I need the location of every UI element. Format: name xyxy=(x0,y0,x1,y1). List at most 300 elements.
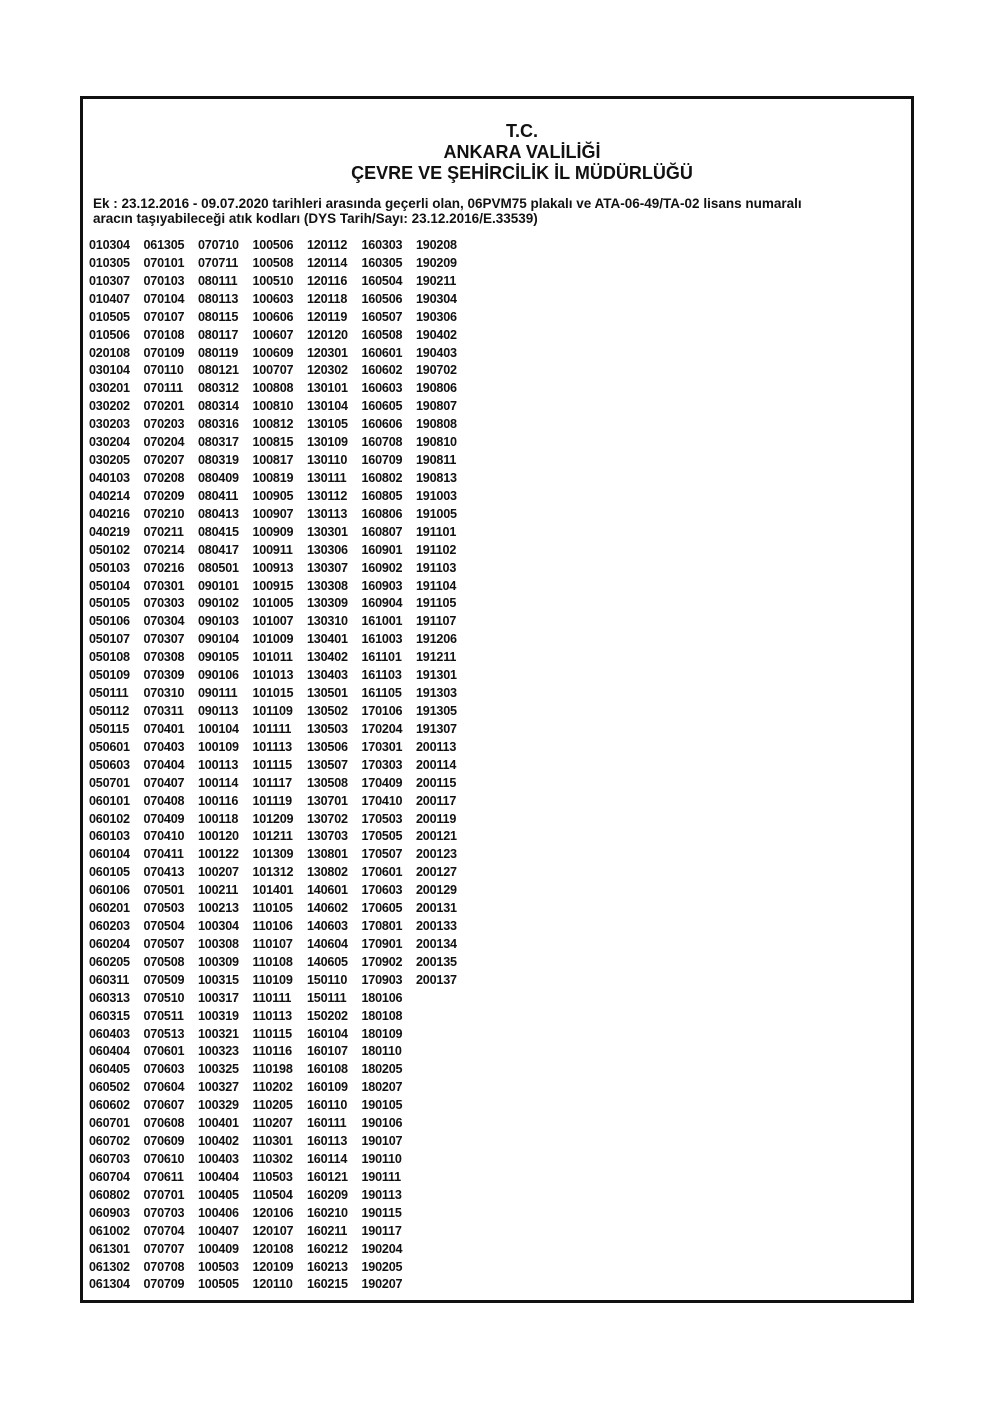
waste-code: 070203 xyxy=(143,417,185,432)
waste-code: 070104 xyxy=(143,291,185,306)
waste-code: 070407 xyxy=(143,775,185,790)
waste-code: 100913 xyxy=(252,560,294,575)
waste-code: 140605 xyxy=(307,954,348,969)
waste-code: 061305 xyxy=(143,238,185,252)
waste-code: 080113 xyxy=(198,291,239,306)
waste-code: 190207 xyxy=(361,1277,403,1292)
waste-code: 080316 xyxy=(198,417,239,432)
waste-code: 100503 xyxy=(198,1259,239,1274)
waste-code: 101211 xyxy=(252,829,293,844)
waste-code: 191105 xyxy=(416,596,457,611)
waste-code: 200121 xyxy=(416,829,457,844)
waste-code: 070507 xyxy=(143,936,185,951)
waste-code: 130306 xyxy=(307,542,348,557)
waste-code: 030204 xyxy=(89,435,130,450)
waste-code: 130502 xyxy=(307,703,348,718)
waste-code: 100909 xyxy=(252,524,294,539)
waste-code: 110108 xyxy=(252,954,293,969)
waste-code: 200134 xyxy=(416,936,457,951)
waste-code: 061302 xyxy=(89,1259,130,1274)
waste-code: 101005 xyxy=(252,596,294,611)
waste-code: 160303 xyxy=(361,238,403,252)
waste-code: 190806 xyxy=(416,381,457,396)
waste-code: 070511 xyxy=(143,1008,184,1023)
waste-code: 100409 xyxy=(198,1241,239,1256)
waste-code: 070308 xyxy=(143,650,185,665)
waste-code: 120112 xyxy=(307,238,348,252)
waste-code: 190111 xyxy=(361,1169,401,1184)
waste-code: 130801 xyxy=(307,847,348,862)
waste-code: 050103 xyxy=(89,560,130,575)
waste-code: 180110 xyxy=(361,1044,402,1059)
waste-code: 110302 xyxy=(252,1152,293,1167)
waste-code: 161001 xyxy=(361,614,403,629)
waste-code: 130310 xyxy=(307,614,348,629)
waste-code: 090103 xyxy=(198,614,239,629)
waste-code: 100308 xyxy=(198,936,239,951)
waste-code: 100810 xyxy=(252,399,294,414)
waste-code: 170303 xyxy=(361,757,403,772)
waste-code: 010407 xyxy=(89,291,130,306)
waste-code: 190204 xyxy=(361,1241,403,1256)
waste-code: 191101 xyxy=(416,524,457,539)
waste-code: 060102 xyxy=(89,811,130,826)
waste-code: 101015 xyxy=(252,686,294,701)
waste-code: 050112 xyxy=(89,703,130,718)
waste-code: 160805 xyxy=(361,488,403,503)
waste-code: 100407 xyxy=(198,1223,239,1238)
waste-code: 160605 xyxy=(361,399,403,414)
waste-code: 100508 xyxy=(252,255,294,270)
waste-code: 101013 xyxy=(252,668,294,683)
waste-code: 100321 xyxy=(198,1026,239,1041)
waste-code: 070709 xyxy=(143,1277,185,1292)
waste-code: 100808 xyxy=(252,381,294,396)
waste-code: 160506 xyxy=(361,291,403,306)
waste-code: 100329 xyxy=(198,1098,239,1113)
waste-code: 110113 xyxy=(252,1008,292,1023)
waste-code: 160212 xyxy=(307,1241,348,1256)
waste-code: 030205 xyxy=(89,453,130,468)
waste-code: 170903 xyxy=(361,972,403,987)
waste-code: 070611 xyxy=(143,1169,184,1184)
waste-code: 160209 xyxy=(307,1187,348,1202)
waste-code: 070710 xyxy=(198,238,239,252)
waste-code: 191211 xyxy=(416,650,457,665)
waste-code: 190205 xyxy=(361,1259,403,1274)
waste-code: 100606 xyxy=(252,309,294,324)
waste-code: 101115 xyxy=(252,757,292,772)
waste-code: 130308 xyxy=(307,578,348,593)
waste-code: 060802 xyxy=(89,1187,130,1202)
waste-code: 070703 xyxy=(143,1205,185,1220)
waste-code: 100401 xyxy=(198,1116,239,1131)
waste-code: 110207 xyxy=(252,1116,293,1131)
waste-code: 030201 xyxy=(89,381,130,396)
waste-code: 100819 xyxy=(252,470,294,485)
waste-code: 060205 xyxy=(89,954,130,969)
waste-code: 160114 xyxy=(307,1152,348,1167)
waste-code: 070108 xyxy=(143,327,185,342)
waste-code: 100122 xyxy=(198,847,239,862)
waste-code: 200127 xyxy=(416,865,457,880)
waste-code: 160110 xyxy=(307,1098,348,1113)
waste-code: 070707 xyxy=(143,1241,185,1256)
waste-code: 100607 xyxy=(252,327,294,342)
waste-code: 130307 xyxy=(307,560,348,575)
waste-code: 070110 xyxy=(143,363,184,378)
waste-code: 070214 xyxy=(143,542,185,557)
waste-code: 070310 xyxy=(143,686,185,701)
waste-code: 150111 xyxy=(307,990,347,1005)
waste-code: 110106 xyxy=(252,919,293,934)
waste-code: 070708 xyxy=(143,1259,185,1274)
waste-code: 130309 xyxy=(307,596,348,611)
waste-code: 010506 xyxy=(89,327,130,342)
waste-code: 130503 xyxy=(307,721,348,736)
waste-code: 101113 xyxy=(252,739,292,754)
waste-code: 190403 xyxy=(416,345,457,360)
waste-code: 070510 xyxy=(143,990,185,1005)
waste-code: 100118 xyxy=(198,811,239,826)
waste-code: 160507 xyxy=(361,309,403,324)
waste-code: 100609 xyxy=(252,345,294,360)
waste-code: 120119 xyxy=(307,309,348,324)
waste-code: 070111 xyxy=(143,381,183,396)
waste-code: 100114 xyxy=(198,775,239,790)
waste-code: 190702 xyxy=(416,363,457,378)
waste-code: 180106 xyxy=(361,990,403,1005)
waste-code: 100603 xyxy=(252,291,294,306)
waste-code: 030202 xyxy=(89,399,130,414)
waste-code: 160107 xyxy=(307,1044,348,1059)
waste-code: 160113 xyxy=(307,1134,348,1149)
waste-code: 090106 xyxy=(198,668,239,683)
waste-code: 070408 xyxy=(143,793,185,808)
waste-code: 161103 xyxy=(361,668,402,683)
waste-code: 190810 xyxy=(416,435,457,450)
waste-code: 170409 xyxy=(361,775,403,790)
waste-code: 200115 xyxy=(416,775,457,790)
waste-code: 191307 xyxy=(416,721,457,736)
waste-code: 070604 xyxy=(143,1080,185,1095)
waste-code: 160215 xyxy=(307,1277,348,1292)
waste-code: 101209 xyxy=(252,811,294,826)
waste-code: 100207 xyxy=(198,865,239,880)
waste-code: 130402 xyxy=(307,650,348,665)
waste-code: 070609 xyxy=(143,1134,185,1149)
waste-code: 060204 xyxy=(89,936,130,951)
waste-code: 150202 xyxy=(307,1008,348,1023)
waste-code: 170301 xyxy=(361,739,403,754)
waste-code: 160601 xyxy=(361,345,403,360)
waste-code: 170902 xyxy=(361,954,403,969)
waste-code: 070107 xyxy=(143,309,185,324)
waste-code: 080409 xyxy=(198,470,239,485)
waste-code: 160213 xyxy=(307,1259,348,1274)
waste-code: 060702 xyxy=(89,1134,130,1149)
waste-code: 160903 xyxy=(361,578,403,593)
waste-code: 100510 xyxy=(252,273,294,288)
waste-code: 061002 xyxy=(89,1223,130,1238)
waste-code: 200131 xyxy=(416,901,457,916)
waste-code: 100817 xyxy=(252,453,294,468)
waste-code: 080121 xyxy=(198,363,239,378)
waste-code: 060311 xyxy=(89,972,130,987)
waste-code: 060106 xyxy=(89,883,130,898)
waste-code: 070404 xyxy=(143,757,185,772)
waste-code: 180108 xyxy=(361,1008,403,1023)
waste-code: 100323 xyxy=(198,1044,239,1059)
waste-code: 160806 xyxy=(361,506,403,521)
waste-code: 170507 xyxy=(361,847,403,862)
waste-code: 191103 xyxy=(416,560,457,575)
waste-code: 070101 xyxy=(143,255,185,270)
waste-code: 060313 xyxy=(89,990,130,1005)
waste-code: 110202 xyxy=(252,1080,293,1095)
waste-code: 050108 xyxy=(89,650,130,665)
waste-code: 160504 xyxy=(361,273,403,288)
waste-code: 130703 xyxy=(307,829,348,844)
waste-code: 070401 xyxy=(143,721,185,736)
waste-code: 070601 xyxy=(143,1044,185,1059)
waste-code: 100120 xyxy=(198,829,239,844)
waste-code: 070204 xyxy=(143,435,185,450)
waste-code: 050701 xyxy=(89,775,130,790)
waste-code: 170801 xyxy=(361,919,403,934)
waste-code: 050104 xyxy=(89,578,130,593)
waste-code: 110205 xyxy=(252,1098,293,1113)
waste-code: 101109 xyxy=(252,703,293,718)
waste-code: 130403 xyxy=(307,668,348,683)
waste-code: 100325 xyxy=(198,1062,239,1077)
waste-code: 070410 xyxy=(143,829,185,844)
waste-code: 190208 xyxy=(416,238,457,252)
waste-code: 160904 xyxy=(361,596,403,611)
waste-code: 190813 xyxy=(416,470,457,485)
waste-code: 130802 xyxy=(307,865,348,880)
waste-code: 060105 xyxy=(89,865,130,880)
waste-code: 060315 xyxy=(89,1008,130,1023)
waste-code: 070216 xyxy=(143,560,185,575)
waste-code: 080312 xyxy=(198,381,239,396)
waste-code: 070201 xyxy=(143,399,185,414)
waste-code: 070509 xyxy=(143,972,185,987)
waste-code: 080415 xyxy=(198,524,239,539)
waste-code: 050109 xyxy=(89,668,130,683)
waste-code: 130507 xyxy=(307,757,348,772)
waste-code: 030203 xyxy=(89,417,130,432)
waste-code: 101401 xyxy=(252,883,294,898)
waste-code: 100506 xyxy=(252,238,294,252)
waste-code: 100403 xyxy=(198,1152,239,1167)
waste-code: 120109 xyxy=(252,1259,294,1274)
waste-code: 170503 xyxy=(361,811,403,826)
waste-code: 160807 xyxy=(361,524,403,539)
waste-code: 100405 xyxy=(198,1187,239,1202)
waste-code: 060405 xyxy=(89,1062,130,1077)
waste-code: 070504 xyxy=(143,919,185,934)
waste-code: 070208 xyxy=(143,470,185,485)
waste-code: 101111 xyxy=(252,721,292,736)
waste-code: 070503 xyxy=(143,901,185,916)
waste-code: 160211 xyxy=(307,1223,348,1238)
waste-code: 110198 xyxy=(252,1062,293,1077)
waste-code: 110105 xyxy=(252,901,293,916)
waste-code: 090102 xyxy=(198,596,239,611)
waste-code: 120107 xyxy=(252,1223,294,1238)
waste-code: 190306 xyxy=(416,309,457,324)
waste-code: 200117 xyxy=(416,793,457,808)
waste-code: 120106 xyxy=(252,1205,294,1220)
waste-code: 080119 xyxy=(198,345,239,360)
waste-code: 101009 xyxy=(252,632,294,647)
waste-code: 080413 xyxy=(198,506,239,521)
waste-code: 140604 xyxy=(307,936,348,951)
waste-code: 070413 xyxy=(143,865,185,880)
waste-code: 191301 xyxy=(416,668,457,683)
waste-code: 040219 xyxy=(89,524,130,539)
waste-code: 110111 xyxy=(252,990,292,1005)
waste-code: 080501 xyxy=(198,560,239,575)
waste-code: 070210 xyxy=(143,506,185,521)
waste-code: 101007 xyxy=(252,614,294,629)
waste-code: 070103 xyxy=(143,273,185,288)
waste-code: 100116 xyxy=(198,793,239,808)
waste-code: 070608 xyxy=(143,1116,185,1131)
waste-code: 101312 xyxy=(252,865,294,880)
waste-code: 100315 xyxy=(198,972,239,987)
waste-code: 110301 xyxy=(252,1134,293,1149)
waste-code: 190402 xyxy=(416,327,457,342)
waste-code: 120301 xyxy=(307,345,348,360)
waste-code: 191305 xyxy=(416,703,457,718)
waste-code: 200133 xyxy=(416,919,457,934)
waste-code: 200114 xyxy=(416,757,457,772)
waste-code: 060602 xyxy=(89,1098,130,1113)
waste-code: 110109 xyxy=(252,972,293,987)
waste-code: 130112 xyxy=(307,488,348,503)
waste-code: 050105 xyxy=(89,596,130,611)
waste-code: 070610 xyxy=(143,1152,185,1167)
waste-code: 070309 xyxy=(143,668,185,683)
waste-code: 060502 xyxy=(89,1080,130,1095)
waste-code: 070501 xyxy=(143,883,185,898)
waste-code: 070209 xyxy=(143,488,185,503)
waste-code: 200123 xyxy=(416,847,457,862)
waste-code: 180109 xyxy=(361,1026,403,1041)
waste-code: 161101 xyxy=(361,650,402,665)
waste-code: 050111 xyxy=(89,686,129,701)
waste-code: 130506 xyxy=(307,739,348,754)
annex-note-line-1: Ek : 23.12.2016 - 09.07.2020 tarihleri arasında geçerli olan, 06PVM75 plakalı ve ATA-06-49/TA-02 lisans numaralı xyxy=(93,196,802,211)
waste-code: 161105 xyxy=(361,686,402,701)
waste-code: 170106 xyxy=(361,703,403,718)
waste-code: 061304 xyxy=(89,1277,130,1292)
waste-code: 180207 xyxy=(361,1080,403,1095)
waste-code: 160109 xyxy=(307,1080,348,1095)
waste-code: 130301 xyxy=(307,524,348,539)
waste-code: 060404 xyxy=(89,1044,130,1059)
waste-code: 160602 xyxy=(361,363,403,378)
waste-code: 100327 xyxy=(198,1080,239,1095)
waste-code: 100113 xyxy=(198,757,239,772)
waste-code: 070207 xyxy=(143,453,185,468)
waste-code: 190811 xyxy=(416,453,457,468)
waste-code: 100104 xyxy=(198,721,239,736)
waste-code: 130105 xyxy=(307,417,348,432)
waste-code: 090105 xyxy=(198,650,239,665)
waste-code: 010305 xyxy=(89,255,130,270)
waste-code: 080314 xyxy=(198,399,239,414)
waste-code: 160802 xyxy=(361,470,403,485)
waste-code: 130111 xyxy=(307,470,347,485)
header-tc: T.C. xyxy=(505,121,538,141)
waste-code: 140603 xyxy=(307,919,348,934)
waste-code: 130508 xyxy=(307,775,348,790)
waste-code: 190808 xyxy=(416,417,457,432)
waste-code: 190113 xyxy=(361,1187,402,1202)
waste-code: 100309 xyxy=(198,954,239,969)
waste-code: 100406 xyxy=(198,1205,239,1220)
waste-code: 101309 xyxy=(252,847,294,862)
waste-code: 101119 xyxy=(252,793,292,808)
waste-code: 190115 xyxy=(361,1205,402,1220)
waste-code: 140602 xyxy=(307,901,348,916)
waste-code: 070304 xyxy=(143,614,185,629)
waste-code: 170505 xyxy=(361,829,403,844)
waste-code: 120118 xyxy=(307,291,348,306)
waste-code: 120120 xyxy=(307,327,348,342)
waste-code: 130104 xyxy=(307,399,348,414)
waste-code: 070704 xyxy=(143,1223,185,1238)
waste-code: 010505 xyxy=(89,309,130,324)
waste-code: 180205 xyxy=(361,1062,403,1077)
waste-code: 200119 xyxy=(416,811,457,826)
waste-code: 120108 xyxy=(252,1241,294,1256)
waste-code: 160603 xyxy=(361,381,403,396)
waste-code: 060704 xyxy=(89,1169,130,1184)
waste-code: 161003 xyxy=(361,632,403,647)
waste-code: 190117 xyxy=(361,1223,402,1238)
waste-code: 191107 xyxy=(416,614,457,629)
waste-code: 060403 xyxy=(89,1026,130,1041)
waste-code: 060103 xyxy=(89,829,130,844)
waste-code: 160108 xyxy=(307,1062,348,1077)
waste-code: 100304 xyxy=(198,919,239,934)
waste-code: 120114 xyxy=(307,255,348,270)
waste-code: 100815 xyxy=(252,435,294,450)
waste-code: 140601 xyxy=(307,883,348,898)
waste-code: 190304 xyxy=(416,291,457,306)
waste-code: 101117 xyxy=(252,775,292,790)
waste-code: 070603 xyxy=(143,1062,185,1077)
waste-code: 160121 xyxy=(307,1169,348,1184)
waste-code: 191003 xyxy=(416,488,457,503)
waste-code: 070607 xyxy=(143,1098,185,1113)
waste-code: 160606 xyxy=(361,417,403,432)
waste-code: 191102 xyxy=(416,542,457,557)
waste-code: 200113 xyxy=(416,739,457,754)
waste-code: 190106 xyxy=(361,1116,403,1131)
waste-code: 170601 xyxy=(361,865,403,880)
waste-code: 200135 xyxy=(416,954,457,969)
waste-code: 100109 xyxy=(198,739,239,754)
waste-code: 100402 xyxy=(198,1134,239,1149)
waste-code: 160902 xyxy=(361,560,403,575)
waste-code: 070701 xyxy=(143,1187,185,1202)
waste-code: 050115 xyxy=(89,721,130,736)
